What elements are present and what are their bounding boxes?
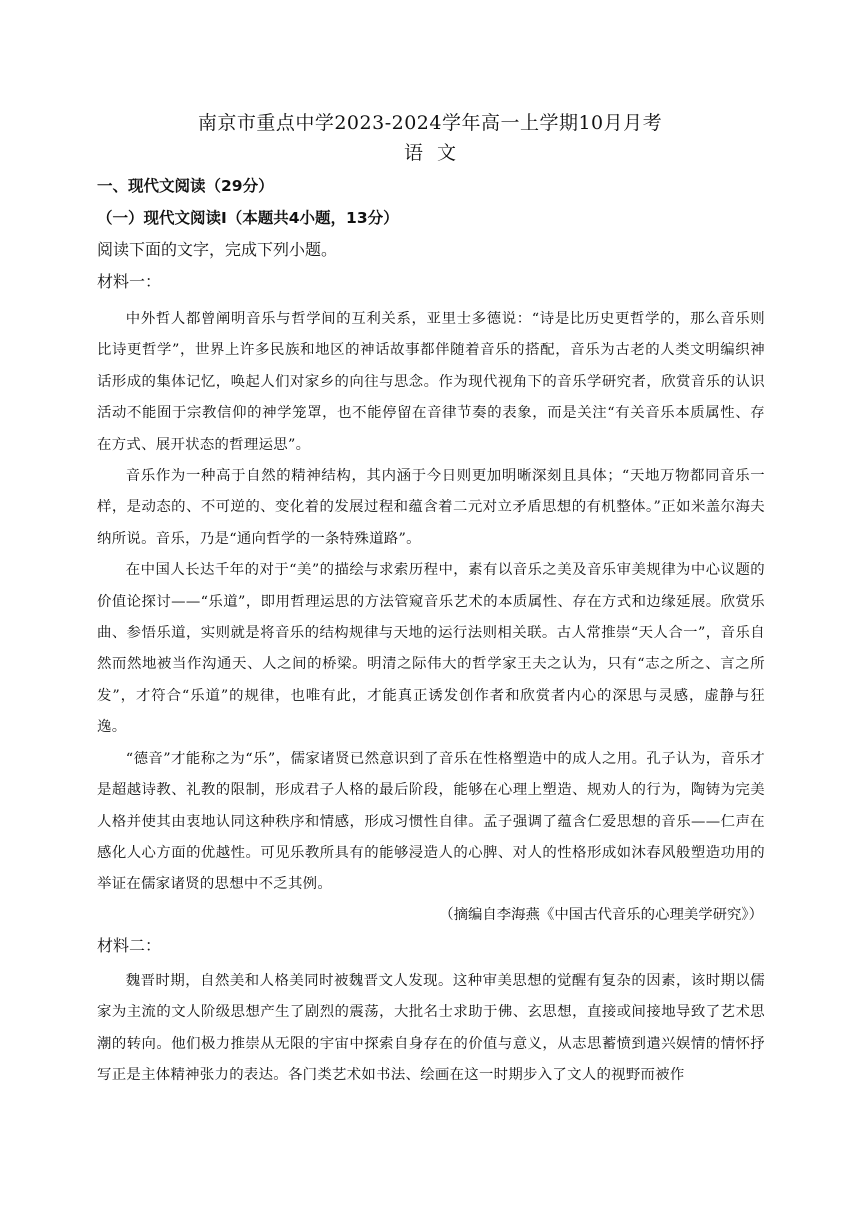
document-subject: 语文	[403, 142, 470, 164]
material-2-label: 材料二：	[97, 936, 162, 955]
material-1-source: （摘编自李海燕《中国古代音乐的心理美学研究》）	[439, 907, 763, 923]
material-1-label: 材料一：	[97, 272, 162, 291]
material-1-paragraph: “德音”才能称之为“乐”，儒家诸贤已然意识到了音乐在性格塑造中的成人之用。孔子认为，音乐才是超越诗教、礼教的限制，形成君子人格的最后阶段，能够在心理上塑造、规劝人的行为，陶铸为完美人格并使其由衷地认同这种秩序和情感，形成习惯性自律。孟子强调了蕴含仁爱思想的音乐——仁声在感化人心方面的优越性。可见乐教所具有的能够浸造人的心脾、对人的性格形成如沐春风般塑造功用的举证在儒家诸贤的思想中不乏其例。	[97, 750, 765, 893]
document-title: 南京市重点中学2023-2024学年高一上学期10月月考	[197, 112, 663, 134]
material-1-paragraph: 音乐作为一种高于自然的精神结构，其内涵于今日则更加明晰深刻且具体；“天地万物都同音乐一样，是动态的、不可逆的、变化着的发展过程和蕴含着二元对立矛盾思想的有机整体。”正如米盖尔海夫纳所说。音乐，乃是“通向哲学的一条特殊道路”。	[97, 468, 765, 547]
material-1-body	[97, 304, 765, 901]
material-2-paragraph: 魏晋时期，自然美和人格美同时被魏晋文人发现。这种审美思想的觉醒有复杂的因素，该时期以儒家为主流的文人阶级思想产生了剧烈的震荡，大批名士求助于佛、玄思想，直接或间接地导致了艺术思潮的转向。他们极力推崇从无限的宇宙中探索自身存在的价值与意义，从志思蓄愤到遣兴娱情的情怀抒写正是主体精神张力的表达。各门类艺术如书法、绘画在这一时期步入了文人的视野而被作	[97, 973, 765, 1084]
section-heading: 一、现代文阅读（29分）	[97, 177, 274, 195]
material-1-paragraph: 在中国人长达千年的对于“美”的描绘与求索历程中，素有以音乐之美及音乐审美规律为中心议题的价值论探讨——“乐道”，即用哲理运思的方法管窥音乐艺术的本质属性、存在方式和边缘延展。欣赏乐曲、参悟乐道，实则就是将音乐的结构规律与天地的运行法则相关联。古人常推崇“天人合一”，音乐自然而然地被当作沟通天、人之间的桥梁。明清之际伟大的哲学家王夫之认为，只有“志之所之、言之所发”，才符合“乐道”的规律，也唯有此，才能真正诱发创作者和欣赏者内心的深思与灵感，虚静与狂逸。	[97, 562, 765, 736]
material-2-body	[97, 966, 765, 1092]
subsection-heading: （一）现代文阅读Ⅰ（本题共4小题，13分）	[97, 209, 399, 227]
material-1-paragraph: 中外哲人都曾阐明音乐与哲学间的互利关系，亚里士多德说：“诗是比历史更哲学的，那么音乐则比诗更哲学”，世界上许多民族和地区的神话故事都伴随着音乐的搭配，音乐为古老的人类文明编织神话形成的集体记忆，唤起人们对家乡的向往与思念。作为现代视角下的音乐学研究者，欣赏音乐的认识活动不能囿于宗教信仰的神学笼罩，也不能停留在音律节奏的表象，而是关注“有关音乐本质属性、存在方式、展开状态的哲理运思”。	[97, 311, 765, 453]
reading-instruction: 阅读下面的文字，完成下列小题。	[97, 240, 338, 259]
